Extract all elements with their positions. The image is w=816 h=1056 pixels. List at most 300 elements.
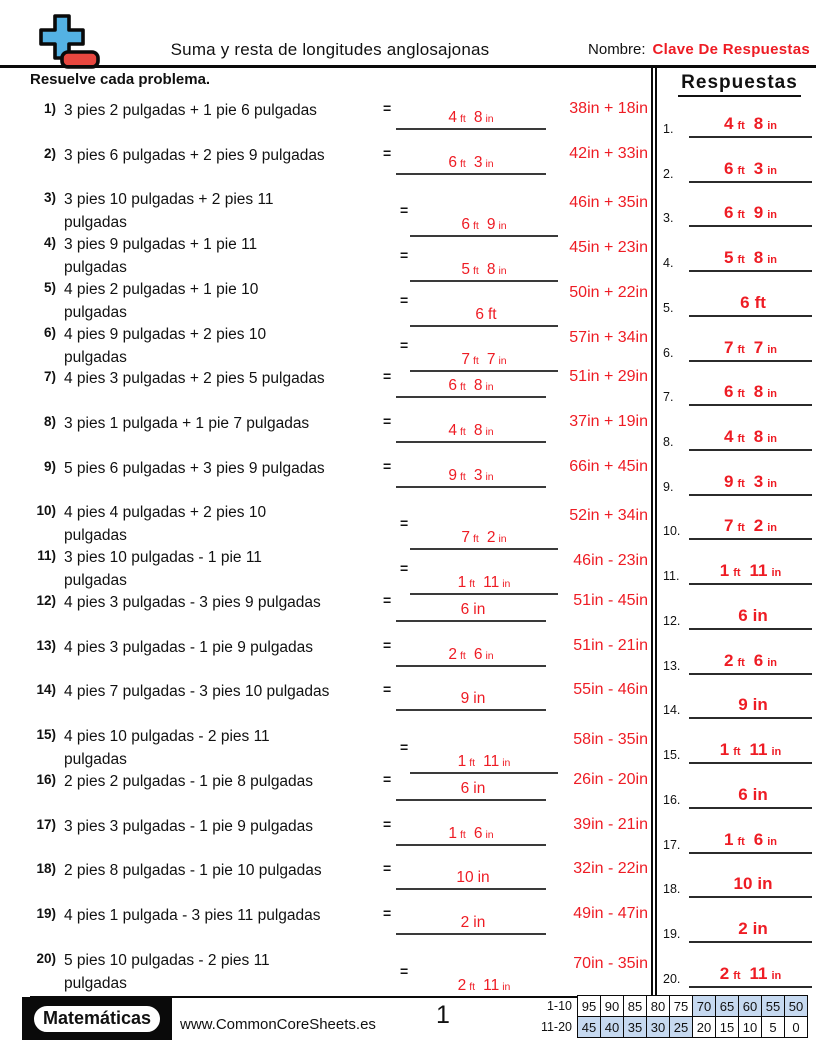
answer-unit: in <box>767 388 778 401</box>
answer-number: 6. <box>663 345 674 360</box>
problem-number: 14) <box>36 682 56 698</box>
brand-name: Matemáticas <box>31 1003 163 1035</box>
answer-feet-or-inches-value: 2 <box>448 645 457 663</box>
problem-text: 4 pies 3 pulgadas - 1 pie 9 pulgadas <box>64 638 314 656</box>
answer-feet-or-inches-value: 2 <box>738 918 748 938</box>
problem-text: 3 pies 3 pulgadas - 1 pie 9 pulgadas <box>64 817 314 835</box>
problem-number: 11) <box>37 548 56 564</box>
answer-unit: ft <box>459 828 466 841</box>
conversion-hint: 32in - 22in <box>573 860 648 878</box>
problem-number: 17) <box>36 816 56 832</box>
answer-feet-or-inches-value: 11 <box>483 976 500 994</box>
equals-sign: = <box>383 770 392 787</box>
score-cell: 60 <box>739 996 762 1017</box>
problem-text: 4 pies 3 pulgadas + 2 pies 5 pulgadas <box>64 370 325 388</box>
answer-feet-or-inches-value: 7 <box>723 337 734 357</box>
answer-feet-or-inches-value: 2 <box>486 529 496 547</box>
score-cell: 85 <box>624 996 647 1017</box>
answer-number: 16. <box>663 792 681 807</box>
answer-unit: in <box>771 567 782 580</box>
answer-unit: in <box>767 120 778 132</box>
answer-unit: in <box>485 381 494 394</box>
answer-feet-or-inches-value: 8 <box>753 382 764 402</box>
answer-unit: in <box>767 343 778 356</box>
answer-feet-or-inches-value: 6 <box>740 292 750 312</box>
answer-feet-or-inches-value: 3 <box>473 153 483 171</box>
answer-unit: ft <box>737 656 745 669</box>
answer-unit: in <box>473 690 486 708</box>
score-cell: 50 <box>785 996 808 1017</box>
answer-unit: in <box>767 477 778 490</box>
answer-blank <box>396 637 546 667</box>
answer-unit: in <box>502 757 511 770</box>
answer-row <box>663 289 814 317</box>
equals-sign: = <box>400 962 409 979</box>
answer-blank <box>396 905 546 935</box>
problem-row <box>28 181 650 234</box>
problem-row <box>28 405 650 450</box>
problem-row <box>28 942 650 994</box>
problem-text: 5 pies 6 pulgadas + 3 pies 9 pulgadas <box>64 459 325 477</box>
answer-row <box>663 199 814 227</box>
answer-feet-or-inches-value: 7 <box>461 350 470 368</box>
answer-unit: ft <box>754 292 766 312</box>
answer-unit: ft <box>737 835 745 848</box>
answer-feet-or-inches-value: 9 <box>460 690 470 708</box>
plus-minus-icon <box>36 12 102 72</box>
answer-unit: ft <box>737 209 745 222</box>
problem-number: 8) <box>43 414 56 430</box>
problem-row <box>28 584 650 629</box>
problem-number: 4) <box>43 235 56 251</box>
answer-unit: in <box>485 157 494 170</box>
answer-value <box>689 651 812 675</box>
conversion-hint: 26in - 20in <box>573 770 648 788</box>
answer-unit: ft <box>459 113 466 125</box>
answer-feet-or-inches-value: 6 <box>723 203 734 223</box>
answer-feet-or-inches-value: 8 <box>473 422 483 440</box>
answer-row <box>663 602 814 630</box>
answer-feet-or-inches-value: 6 <box>460 600 470 618</box>
answer-unit: ft <box>733 567 741 580</box>
answer-blank <box>396 681 546 711</box>
answer-value <box>396 869 546 887</box>
problem-number: 9) <box>43 458 56 474</box>
conversion-hint: 51in - 45in <box>573 591 648 609</box>
answer-row <box>663 826 814 854</box>
answer-row <box>663 736 814 764</box>
problem-row <box>28 226 650 279</box>
problem-row <box>28 271 650 323</box>
answer-feet-or-inches-value: 11 <box>483 574 500 592</box>
answer-feet-or-inches-value: 1 <box>719 561 730 581</box>
answer-row <box>663 244 814 272</box>
problem-row <box>28 137 650 182</box>
answer-unit: in <box>485 649 494 662</box>
answer-unit: in <box>502 980 511 993</box>
worksheet-title: Suma y resta de longitudes anglosajonas <box>170 40 490 59</box>
problem-number: 6) <box>43 324 56 340</box>
score-cell: 40 <box>601 1017 624 1038</box>
answer-blank <box>396 458 546 488</box>
problem-row <box>28 539 650 592</box>
equals-sign: = <box>400 515 409 532</box>
answer-unit: ft <box>469 757 476 770</box>
answer-unit: in <box>473 779 486 797</box>
answer-feet-or-inches-value: 4 <box>723 114 734 133</box>
score-cell: 95 <box>578 996 601 1017</box>
answer-unit: in <box>767 209 778 222</box>
answer-unit: ft <box>472 220 479 233</box>
conversion-hint: 58in - 35in <box>573 731 648 749</box>
answer-feet-or-inches-value: 8 <box>473 377 483 395</box>
answer-unit: ft <box>737 164 745 177</box>
answer-number: 1. <box>663 122 674 136</box>
answer-number: 8. <box>663 435 674 450</box>
answer-number: 10. <box>663 524 681 539</box>
equals-sign: = <box>383 860 392 877</box>
problem-row <box>28 897 650 942</box>
answer-feet-or-inches-value: 6 <box>723 158 734 178</box>
problem-number: 3) <box>43 190 56 206</box>
answer-number: 14. <box>663 703 681 718</box>
answers-column <box>651 68 816 996</box>
answer-feet-or-inches-value: 6 <box>448 153 457 171</box>
answer-unit: in <box>485 470 494 483</box>
answer-unit: ft <box>469 578 476 591</box>
problem-number: 19) <box>36 905 56 921</box>
answer-feet-or-inches-value: 7 <box>461 529 470 547</box>
answer-unit: in <box>498 354 507 367</box>
answer-unit: in <box>767 164 778 177</box>
answer-blank <box>396 145 546 175</box>
answer-value <box>396 690 546 708</box>
conversion-hint: 39in - 21in <box>573 815 648 833</box>
score-cell: 90 <box>601 996 624 1017</box>
answer-value <box>396 780 546 798</box>
answer-feet-or-inches-value: 9 <box>448 466 457 484</box>
answer-row <box>663 960 814 988</box>
conversion-hint: 46in - 23in <box>573 552 648 570</box>
conversion-hint: 55in - 46in <box>573 681 648 699</box>
answer-feet-or-inches-value: 2 <box>457 976 467 994</box>
answer-value <box>689 427 812 451</box>
answer-unit: in <box>757 874 773 894</box>
answer-value <box>689 561 812 585</box>
problem-row <box>28 494 650 547</box>
answer-row <box>663 915 814 943</box>
equals-sign: = <box>400 336 409 353</box>
answer-blank <box>396 368 546 398</box>
answer-value <box>689 919 812 943</box>
answer-number: 7. <box>663 390 674 405</box>
problem-row <box>28 718 650 771</box>
answers-title: Respuestas <box>657 72 816 97</box>
answer-unit: in <box>498 533 507 546</box>
problem-text: 3 pies 1 pulgada + 1 pie 7 pulgadas <box>64 415 310 433</box>
conversion-hint: 51in - 21in <box>573 636 648 654</box>
answer-number: 3. <box>663 211 674 226</box>
answer-blank <box>410 968 558 994</box>
answer-unit: ft <box>737 433 745 446</box>
answer-unit: in <box>477 869 490 887</box>
score-cell: 35 <box>624 1017 647 1038</box>
problem-number: 15) <box>36 727 56 743</box>
answer-number: 13. <box>663 658 681 673</box>
answer-number: 19. <box>663 926 681 941</box>
conversion-hint: 57in + 34in <box>569 328 648 346</box>
problem-text: 4 pies 10 pulgadas - 2 pies 11 pulgadas <box>64 728 270 769</box>
scoring-grid-row-2 <box>530 1017 808 1038</box>
equals-sign: = <box>383 100 392 116</box>
answer-row <box>663 691 814 719</box>
problem-text: 4 pies 9 pulgadas + 2 pies 10 pulgadas <box>64 325 267 366</box>
score-cell: 10 <box>739 1017 762 1038</box>
answer-unit: in <box>767 254 778 267</box>
answer-feet-or-inches-value: 8 <box>753 248 764 268</box>
answer-feet-or-inches-value: 10 <box>733 874 753 894</box>
answer-feet-or-inches-value: 3 <box>753 158 764 178</box>
answer-row <box>663 557 814 585</box>
score-cell: 45 <box>578 1017 601 1038</box>
answer-unit: in <box>771 746 782 759</box>
answer-feet-or-inches-value: 11 <box>483 753 500 771</box>
answer-feet-or-inches-value: 8 <box>473 109 483 126</box>
problem-text: 4 pies 4 pulgadas + 2 pies 10 pulgadas <box>64 504 267 545</box>
answer-value <box>689 874 812 898</box>
score-cell: 0 <box>785 1017 808 1038</box>
answer-unit: ft <box>737 477 745 490</box>
answer-feet-or-inches-value: 5 <box>723 248 734 268</box>
answer-unit: in <box>752 695 768 715</box>
problem-row <box>28 629 650 674</box>
equals-sign: = <box>383 591 392 608</box>
conversion-hint: 49in - 47in <box>573 904 648 922</box>
conversion-hint: 52in + 34in <box>569 507 648 525</box>
answer-feet-or-inches-value: 9 <box>486 216 496 234</box>
problems-list <box>28 92 650 994</box>
conversion-hint: 45in + 23in <box>569 239 648 257</box>
answer-blank <box>396 816 546 846</box>
answer-value <box>689 472 812 496</box>
problem-text: 5 pies 10 pulgadas - 2 pies 11 pulgadas <box>64 951 270 992</box>
answer-unit: ft <box>472 533 479 546</box>
answer-number: 18. <box>663 882 681 897</box>
answer-feet-or-inches-value: 11 <box>749 561 768 581</box>
answer-unit: ft <box>737 254 745 267</box>
scoring-grid-row-1 <box>530 996 808 1017</box>
answer-feet-or-inches-value: 6 <box>475 305 484 323</box>
equals-sign: = <box>383 457 392 474</box>
problem-text: 3 pies 10 pulgadas + 2 pies 11 pulgadas <box>64 191 274 232</box>
answer-number: 15. <box>663 748 681 763</box>
problem-number: 1) <box>43 101 56 116</box>
answer-blank <box>396 860 546 890</box>
answer-value <box>689 203 812 227</box>
answer-unit: in <box>498 265 507 278</box>
answer-value <box>689 606 812 630</box>
answer-unit: in <box>502 578 511 591</box>
answer-feet-or-inches-value: 7 <box>723 516 734 536</box>
answer-row <box>663 423 814 451</box>
answer-number: 4. <box>663 256 674 271</box>
answer-feet-or-inches-value: 11 <box>749 963 768 983</box>
score-cell: 5 <box>762 1017 785 1038</box>
answer-value <box>689 338 812 362</box>
answer-feet-or-inches-value: 6 <box>460 779 470 797</box>
grid-row1-label: 1-10 <box>546 999 572 1013</box>
answer-unit: in <box>752 918 768 938</box>
conversion-hint: 42in + 33in <box>569 144 648 162</box>
equals-sign: = <box>383 368 392 385</box>
answer-value <box>396 422 546 440</box>
answer-unit: ft <box>472 265 479 278</box>
answer-value <box>410 977 558 994</box>
instructions: Resuelve cada problema. <box>30 71 211 88</box>
problem-text: 3 pies 9 pulgadas + 1 pie 11 pulgadas <box>64 236 258 277</box>
answer-feet-or-inches-value: 7 <box>753 337 764 357</box>
score-cell: 30 <box>647 1017 670 1038</box>
answer-number: 2. <box>663 166 674 181</box>
equals-sign: = <box>400 247 409 264</box>
answer-feet-or-inches-value: 6 <box>753 829 764 849</box>
answer-number: 12. <box>663 613 681 628</box>
problem-number: 2) <box>43 145 56 161</box>
score-cell: 65 <box>716 996 739 1017</box>
answer-value <box>689 516 812 540</box>
answer-value <box>396 377 546 395</box>
answer-value <box>689 114 812 138</box>
equals-sign: = <box>400 291 409 308</box>
answer-unit: in <box>752 605 768 625</box>
problem-number: 10) <box>36 503 56 519</box>
answer-row <box>663 781 814 809</box>
problem-text: 3 pies 10 pulgadas - 1 pie 11 pulgadas <box>64 549 262 590</box>
answer-feet-or-inches-value: 1 <box>719 740 730 760</box>
answer-unit: ft <box>737 522 745 535</box>
answer-value <box>396 825 546 843</box>
problem-number: 13) <box>36 637 56 653</box>
score-cell: 75 <box>670 996 693 1017</box>
problem-text: 3 pies 6 pulgadas + 2 pies 9 pulgadas <box>64 146 325 164</box>
answer-unit: in <box>485 828 494 841</box>
equals-sign: = <box>400 739 409 756</box>
answer-unit: in <box>767 835 778 848</box>
answer-unit: in <box>771 969 782 982</box>
answer-feet-or-inches-value: 1 <box>448 824 457 842</box>
answer-feet-or-inches-value: 4 <box>448 109 457 126</box>
score-cell: 20 <box>693 1017 716 1038</box>
conversion-hint: 70in - 35in <box>573 954 648 972</box>
equals-sign: = <box>383 144 392 161</box>
answer-feet-or-inches-value: 6 <box>753 650 764 670</box>
answer-row <box>663 334 814 362</box>
answer-feet-or-inches-value: 2 <box>753 516 764 536</box>
answer-feet-or-inches-value: 6 <box>473 645 483 663</box>
answer-unit: in <box>473 600 486 618</box>
problem-text: 4 pies 1 pulgada - 3 pies 11 pulgadas <box>64 906 321 924</box>
problem-number: 20) <box>36 950 56 966</box>
answer-blank <box>396 592 546 622</box>
answer-unit: ft <box>459 426 466 439</box>
answer-number: 17. <box>663 837 681 852</box>
equals-sign: = <box>400 560 409 577</box>
answer-value <box>396 646 546 664</box>
answer-unit: ft <box>459 649 466 662</box>
answer-unit: ft <box>459 381 466 394</box>
answer-row <box>663 468 814 496</box>
answer-value <box>396 914 546 932</box>
answer-value <box>396 109 546 127</box>
answer-value <box>689 740 812 764</box>
answer-value <box>396 467 546 485</box>
answer-unit: ft <box>469 980 476 993</box>
answer-feet-or-inches-value: 1 <box>457 574 467 592</box>
answer-feet-or-inches-value: 8 <box>753 114 764 133</box>
answer-number: 5. <box>663 300 674 315</box>
equals-sign: = <box>383 815 392 832</box>
answer-unit: ft <box>459 470 466 483</box>
answer-value <box>689 830 812 854</box>
grid-row2-label: 11-20 <box>540 1020 572 1034</box>
score-cell: 25 <box>670 1017 693 1038</box>
answer-row <box>663 378 814 406</box>
score-cell: 55 <box>762 996 785 1017</box>
problem-number: 18) <box>36 861 56 877</box>
score-cell: 80 <box>647 996 670 1017</box>
page-number: 1 <box>436 1001 450 1029</box>
answer-row <box>663 110 814 138</box>
problem-number: 16) <box>36 771 56 787</box>
problem-row <box>28 852 650 897</box>
answer-feet-or-inches-value: 2 <box>723 650 734 670</box>
problem-number: 7) <box>43 369 56 385</box>
answer-feet-or-inches-value: 8 <box>753 427 764 447</box>
problem-text: 4 pies 3 pulgadas - 3 pies 9 pulgadas <box>64 593 321 611</box>
problem-text: 4 pies 7 pulgadas - 3 pies 10 pulgadas <box>64 683 330 701</box>
equals-sign: = <box>400 202 409 219</box>
answer-feet-or-inches-value: 9 <box>723 471 734 491</box>
problem-row <box>28 360 650 405</box>
answer-unit: in <box>498 220 507 233</box>
answer-key-label: Clave De Respuestas <box>652 41 810 58</box>
problem-row <box>28 808 650 853</box>
answer-unit: in <box>752 784 768 804</box>
problem-row <box>28 316 650 368</box>
answer-unit: ft <box>737 343 745 356</box>
answer-unit: in <box>767 522 778 535</box>
problem-row <box>28 92 650 137</box>
answer-value <box>689 382 812 406</box>
conversion-hint: 37in + 19in <box>569 413 648 431</box>
answer-unit: ft <box>733 746 741 759</box>
problem-row <box>28 763 650 808</box>
answer-row <box>663 512 814 540</box>
problem-text: 2 pies 8 pulgadas - 1 pie 10 pulgadas <box>64 862 322 880</box>
answer-feet-or-inches-value: 9 <box>753 203 764 223</box>
problem-text: 4 pies 2 pulgadas + 1 pie 10 pulgadas <box>64 280 259 321</box>
brand-logo <box>22 997 172 1040</box>
score-cell: 15 <box>716 1017 739 1038</box>
answer-feet-or-inches-value: 1 <box>457 753 467 771</box>
conversion-hint: 46in + 35in <box>569 194 648 212</box>
conversion-hint: 51in + 29in <box>569 368 648 386</box>
problem-row <box>28 450 650 495</box>
answer-feet-or-inches-value: 6 <box>461 216 470 234</box>
problem-text: 3 pies 2 pulgadas + 1 pie 6 pulgadas <box>64 102 317 119</box>
answer-blank <box>396 100 546 130</box>
answer-feet-or-inches-value: 5 <box>461 261 470 279</box>
